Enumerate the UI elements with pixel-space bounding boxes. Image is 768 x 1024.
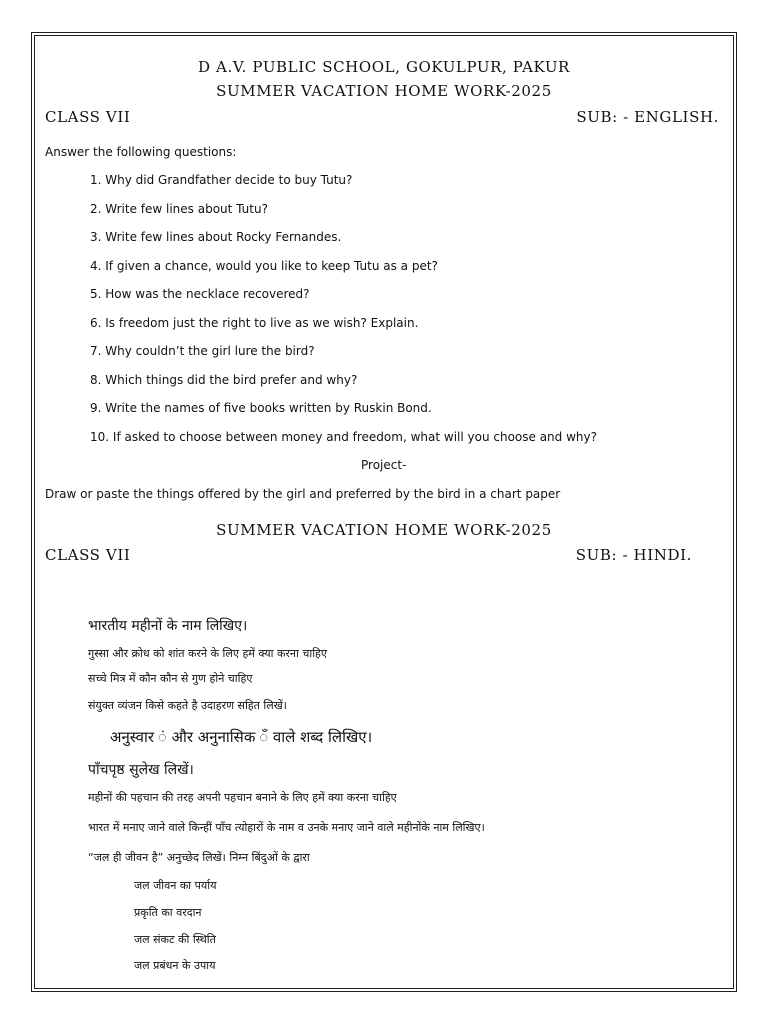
hindi-question: पाँचपृष्ठ सुलेख लिखें।: [88, 762, 194, 778]
question-item: 8. Which things did the bird prefer and why?: [90, 373, 358, 387]
question-item: 9. Write the names of five books written by Ruskin Bond.: [90, 401, 432, 415]
school-name: D A.V. PUBLIC SCHOOL, GOKULPUR, PAKUR: [198, 58, 570, 76]
question-item: 7. Why couldn’t the girl lure the bird?: [90, 344, 315, 358]
hindi-question: सच्चे मित्र में कौन कौन से गुण होने चाहिए: [88, 672, 253, 685]
question-item: 3. Write few lines about Rocky Fernandes.: [90, 230, 342, 244]
question-item: 6. Is freedom just the right to live as we wish? Explain.: [90, 316, 419, 330]
hindi-subject-label: SUB: - HINDI.: [575, 546, 692, 564]
question-item: 2. Write few lines about Tutu?: [90, 202, 268, 216]
project-label: Project-: [361, 458, 407, 472]
hindi-question: गुस्सा और क्रोध को शांत करने के लिए हमें क्या करना चाहिए: [88, 647, 327, 660]
hindi-question: भारतीय महीनों के नाम लिखिए।: [88, 618, 248, 634]
hindi-point: प्रकृति का वरदान: [134, 906, 202, 919]
hindi-question: भारत में मनाए जाने वाले किन्हीं पाँच त्योहारों के नाम व उनके मनाए जाने वाले महीनोंके नाम लिखिए।: [88, 821, 485, 834]
question-item: 4. If given a chance, would you like to keep Tutu as a pet?: [90, 259, 438, 273]
question-item: 5. How was the necklace recovered?: [90, 287, 310, 301]
hindi-question: “जल ही जीवन है” अनुच्छेद लिखें। निम्न बिंदुओं के द्वारा: [88, 851, 310, 864]
instruction-text: Answer the following questions:: [45, 145, 237, 159]
question-item: 10. If asked to choose between money and freedom, what will you choose and why?: [90, 430, 597, 444]
english-homework-title: SUMMER VACATION HOME WORK-2025: [216, 82, 552, 100]
hindi-homework-title: SUMMER VACATION HOME WORK-2025: [216, 521, 552, 539]
hindi-point: जल जीवन का पर्याय: [134, 879, 217, 892]
hindi-class-label: CLASS VII: [45, 546, 131, 564]
hindi-point: जल प्रबंधन के उपाय: [134, 959, 216, 972]
hindi-question: अनुस्वार ं और अनुनासिक ँ वाले शब्द लिखिए।: [110, 728, 373, 746]
hindi-question: संयुक्त व्यंजन किसे कहते है उदाहरण सहित लिखें।: [88, 699, 287, 712]
english-subject-label: SUB: - ENGLISH.: [576, 108, 719, 126]
project-text: Draw or paste the things offered by the girl and preferred by the bird in a chart paper: [45, 487, 561, 501]
hindi-question: महीनों की पहचान की तरह अपनी पहचान बनाने के लिए हमें क्या करना चाहिए: [88, 791, 397, 804]
english-class-label: CLASS VII: [45, 108, 131, 126]
question-item: 1. Why did Grandfather decide to buy Tutu?: [90, 173, 353, 187]
hindi-point: जल संकट की स्थिति: [134, 933, 216, 946]
